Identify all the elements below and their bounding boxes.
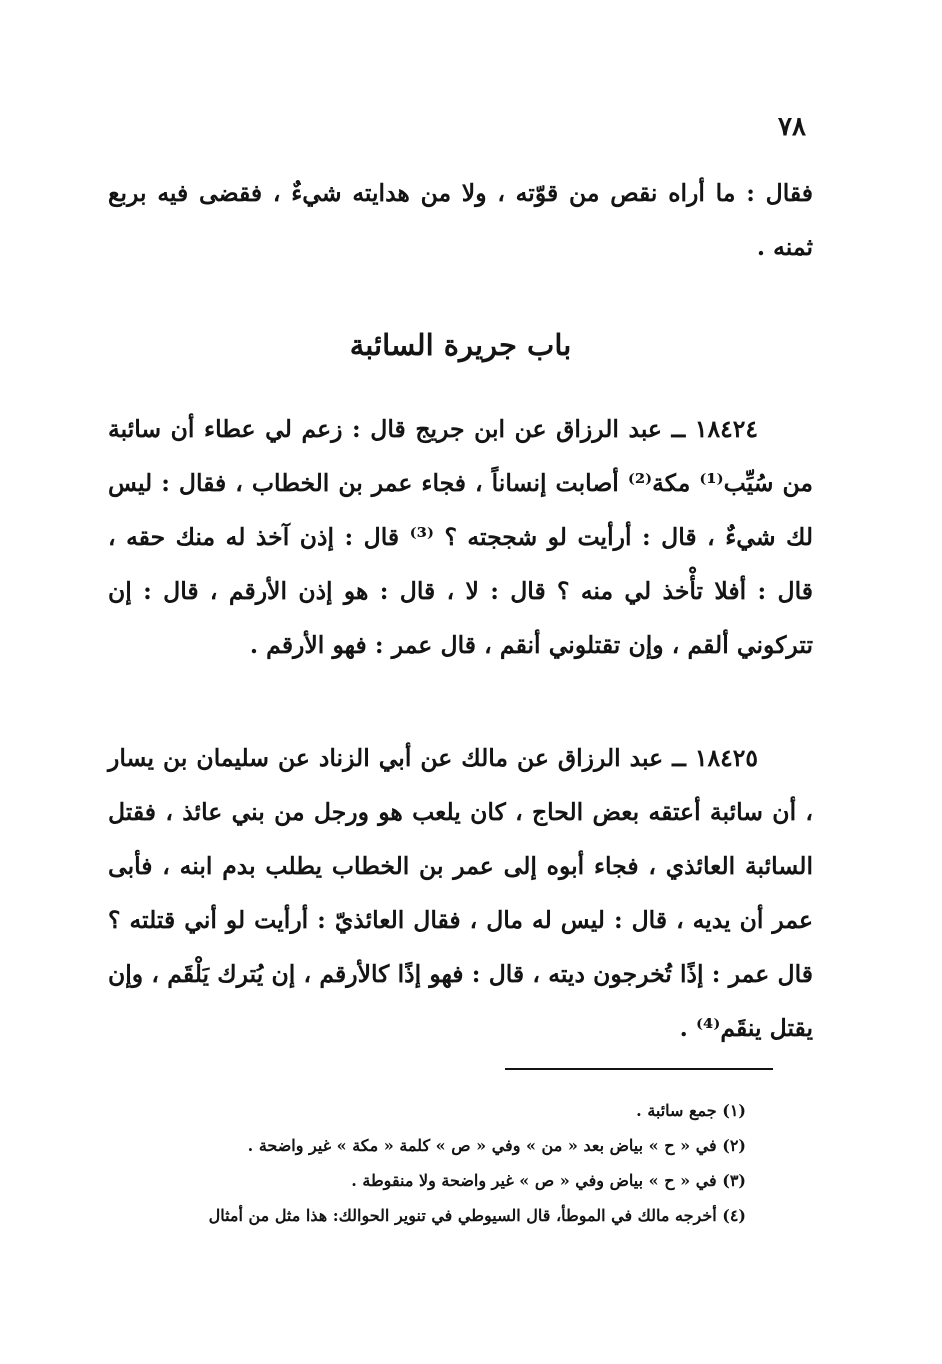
footnote-divider [505,1068,773,1070]
hadith-paragraph-18425: ١٨٤٢٥ ــ عبد الرزاق عن مالك عن أبي الزناد عن سليمان بن يسار ، أن سائبة أعتقه بعض الحاج ، كان يلعب هو ورجل من بني عائذ ، فقتل السائبة العائذي ، فجاء أبوه إلى عمر بن الخطاب يطلب بدم ابنه ، فأبى عمر أن يديه ، قال : ليس له مال ، فقال العائذيّ : أرأيت لو أني قتلته ؟ قال عمر : إذًا تُخرجون ديته ، قال : فهو إذًا كالأرقم ، إن يُترك يَلْقَم ، وإن يقتل ينقَم⁽⁴⁾ . [108,744,813,1042]
footnote-3: (٣) في « ح » بياض وفي « ص » غير واضحة ولا منقوطة . [351,1171,746,1190]
page-number: ٧٨ [778,112,806,142]
footnote-1: (١) جمع سائبة . [636,1101,746,1120]
chapter-heading: باب جريرة السائبة [349,328,572,362]
intro-paragraph: فقال : ما أراه نقص من قوّته ، ولا من هدايته شيءٌ ، فقضى فيه بربع ثمنه . [108,179,813,261]
hadith-paragraph-18424: ١٨٤٢٤ ــ عبد الرزاق عن ابن جريج قال : زعم لي عطاء أن سائبة من سُيِّب⁽¹⁾ مكة⁽²⁾ أصابت إنساناً ، فجاء عمر بن الخطاب ، فقال : ليس لك شيءٌ ، قال : أرأيت لو شججته ؟ ⁽³⁾ قال : إذن آخذ له منك حقه ، قال : أفلا تأْخذ لي منه ؟ قال : لا ، قال : هو إذن الأرقم ، قال : إن تتركوني ألقم ، وإن تقتلوني أنقم ، قال عمر : فهو الأرقم . [108,415,814,659]
footnote-4: (٤) أخرجه مالك في الموطأ، قال السيوطي في تنوير الحوالك: هذا مثل من أمثال [208,1206,746,1225]
footnote-2: (٢) في « ح » بياض بعد « من » وفي « ص » كلمة « مكة » غير واضحة . [247,1136,746,1155]
footnotes [116,1093,746,1233]
